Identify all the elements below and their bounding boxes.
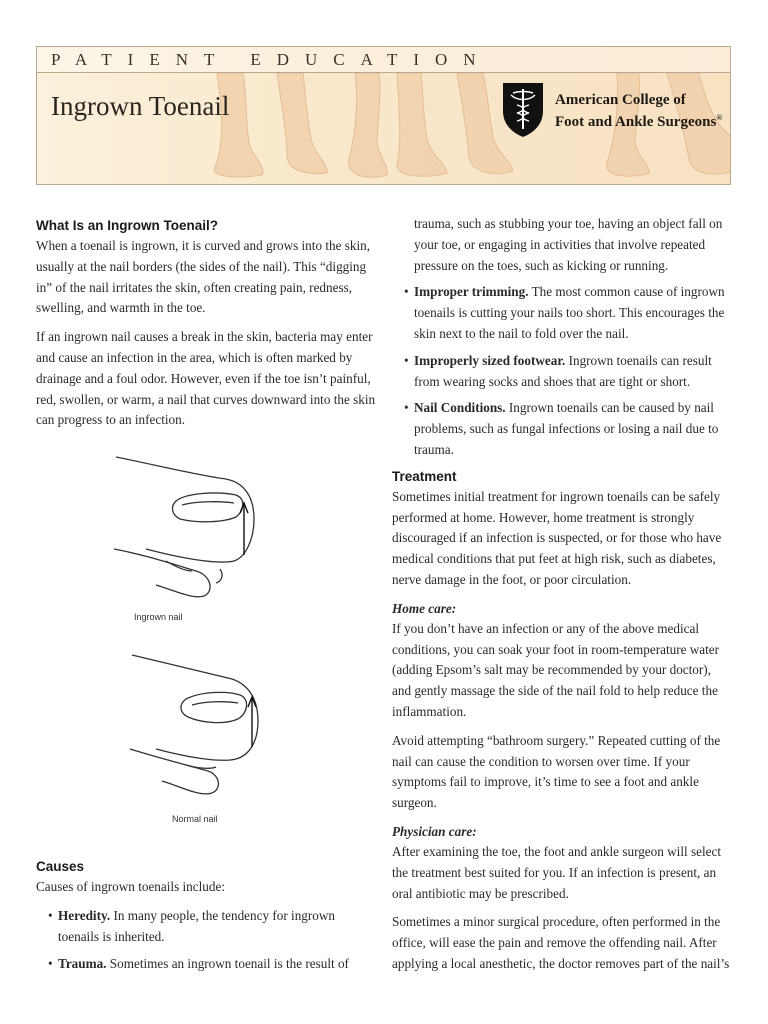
causes-intro: Causes of ingrown toenails include:: [36, 879, 225, 895]
bullet-icon: •: [404, 284, 409, 300]
figure-ingrown-nail: [36, 439, 378, 637]
heredity-text: In many people, the tendency for ingrown toenails is inherited.: [58, 907, 335, 944]
physician-care-heading: Physician care:: [392, 823, 477, 839]
nail-conditions-text: Ingrown toenails can be caused by nail problems, such as fungal infections or losing a nail due to trauma.: [414, 400, 719, 457]
footwear-text: Ingrown toenails can result from wearing socks and shoes that are tight or short.: [414, 352, 712, 389]
normal-toe-drawing: [36, 637, 378, 827]
ingrown-toe-drawing: [36, 439, 378, 619]
heredity-label: Heredity.: [58, 907, 111, 923]
treatment-paragraph: Sometimes initial treatment for ingrown toenails can be safely performed at home. However, home treatment is strongly discouraged if an infection is suspected, or for those who have medical conditions that put feet at high risk, such as diabetes, nerve damage in the foot, or poor circulation.: [392, 488, 722, 587]
home-care-paragraph-1: If you don’t have an infection or any of the above medical conditions, you can soak your foot in room-temperature water (adding Epsom’s salt may be recommended by your doctor), and gently massage the side of the nail fold to help reduce the inflammation.: [392, 620, 720, 719]
trimming-text: The most common cause of ingrown toenails is cutting your nails too short. This encourages the skin next to the nail to fold over the nail.: [414, 284, 725, 341]
what-paragraph-1: When a toenail is ingrown, it is curved and grows into the skin, usually at the nail borders (the sides of the nail). This “digging in” of the nail irritates the skin, often creating pain, redness, swelling, and warmth in the toe.: [36, 238, 371, 316]
list-item-trimming: [392, 282, 732, 344]
trauma-text: Sometimes an ingrown toenail is the result of: [109, 955, 349, 971]
organization-name: [555, 91, 722, 131]
caduceus-logo-icon: [501, 81, 545, 139]
trimming-label: Improper trimming.: [414, 284, 529, 300]
page-title: Ingrown Toenail: [51, 91, 230, 121]
list-item-footwear: [392, 351, 732, 393]
left-column: [36, 216, 378, 980]
header-banner: [36, 46, 731, 185]
right-column: [392, 214, 732, 983]
nail-conditions-label: Nail Conditions.: [414, 400, 506, 416]
what-heading: What Is an Ingrown Toenail?: [36, 218, 218, 233]
trauma-label: Trauma.: [58, 955, 107, 971]
physician-care-paragraph-2: Sometimes a minor surgical procedure, often performed in the office, will ease the pain and remove the offending nail. After applying a local anesthetic, the doctor removes part of the nail’s: [392, 914, 730, 971]
physician-care-paragraph-1: After examining the toe, the foot and ankle surgeon will select the treatment best suited for you. If an infection is present, an oral antibiotic may be prescribed.: [392, 843, 721, 901]
series-label: PATIENT EDUCATION: [51, 50, 492, 69]
figure-normal-nail: [36, 637, 378, 857]
list-item-trauma: [36, 954, 378, 975]
bullet-icon: •: [48, 955, 53, 971]
org-line-1: American College of: [555, 92, 686, 108]
list-item-nail-conditions: [392, 398, 732, 460]
list-item-heredity: [36, 906, 378, 948]
bullet-icon: •: [404, 400, 409, 416]
registered-mark: ®: [716, 113, 723, 122]
treatment-heading: Treatment: [392, 468, 457, 484]
home-care-heading: Home care:: [392, 600, 457, 616]
footwear-label: Improperly sized footwear.: [414, 352, 566, 368]
home-care-paragraph-2: Avoid attempting “bathroom surgery.” Repeated cutting of the nail can cause the condition to worsen over time. If your symptoms fail to improve, it’s time to see a foot and ankle surgeon.: [392, 732, 721, 811]
org-line-2-wrap: [555, 109, 722, 131]
bullet-icon: •: [404, 352, 409, 368]
causes-heading: Causes: [36, 859, 85, 875]
bullet-icon: •: [48, 907, 53, 923]
org-line-2: Foot and Ankle Surgeons: [555, 114, 717, 130]
what-paragraph-2: If an ingrown nail causes a break in the skin, bacteria may enter and cause an infection in the area, which is often marked by drainage and a foul odor. However, even if the toe isn’t painful, red, swollen, or warm, a nail that curves downward into the skin can progress to an infection.: [36, 329, 376, 428]
figure-2-caption: Normal nail: [172, 814, 218, 825]
trauma-continued: trauma, such as stubbing your toe, having an object fall on your toe, or engaging in activities that involve repeated pressure on the toes, such as kicking or running.: [414, 216, 723, 273]
figure-1-caption: Ingrown nail: [134, 612, 183, 623]
